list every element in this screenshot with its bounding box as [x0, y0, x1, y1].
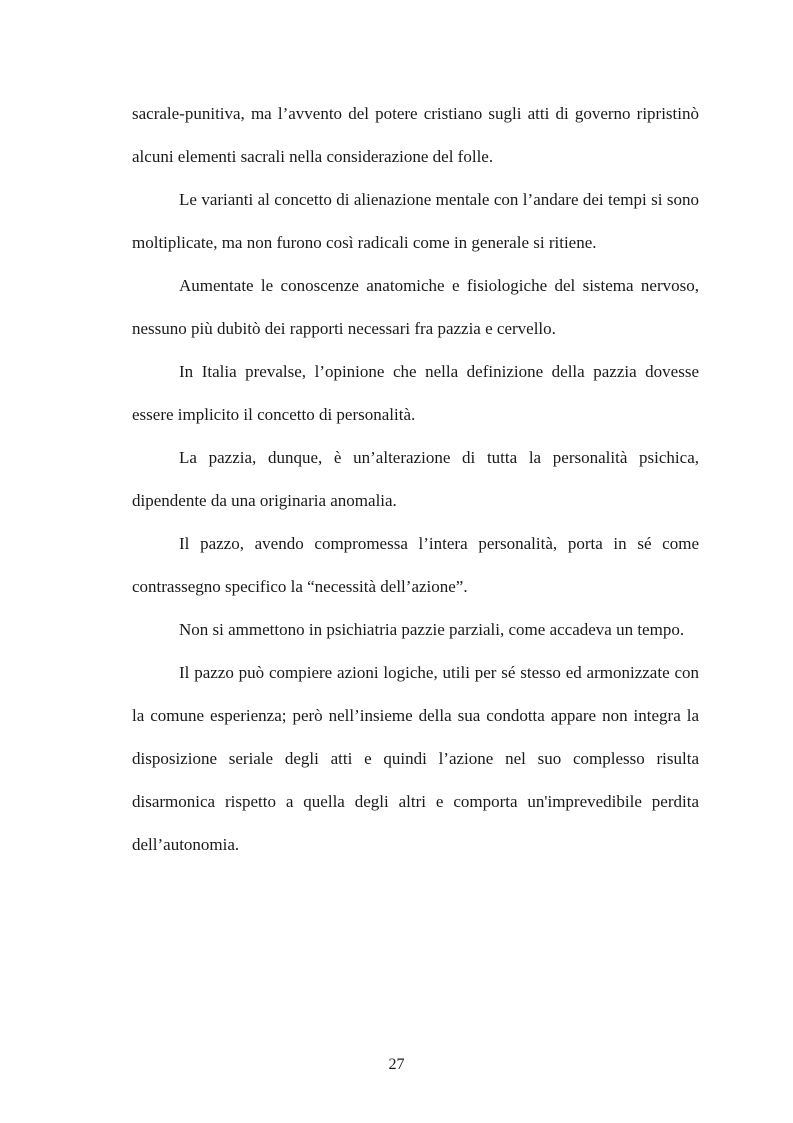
paragraph-conoscenze: Aumentate le conoscenze anatomiche e fisiologiche del sistema nervoso, nessuno più dubitò dei rapporti necessari fra pazzia e cervello. — [132, 276, 699, 338]
paragraph-necessita: Il pazzo, avendo compromessa l’intera personalità, porta in sé come contrassegno specifico la “necessità dell’azione”. — [132, 534, 699, 596]
paragraph-alterazione: La pazzia, dunque, è un’alterazione di tutta la personalità psichica, dipendente da una originaria anomalia. — [132, 448, 699, 510]
page-number: 27 — [388, 1056, 405, 1073]
paragraph-continuation: sacrale-punitiva, ma l’avvento del potere cristiano sugli atti di governo ripristinò alcuni elementi sacrali nella considerazione del folle. — [132, 104, 699, 166]
body-text — [132, 92, 699, 866]
paragraph-varianti: Le varianti al concetto di alienazione mentale con l’andare dei tempi si sono moltiplicate, ma non furono così radicali come in generale si ritiene. — [132, 190, 699, 252]
paragraph-azioni-logiche: Il pazzo può compiere azioni logiche, utili per sé stesso ed armonizzate con la comune esperienza; però nell’insieme della sua condotta appare non integra la disposizione seriale degli atti e quindi l’azione nel suo complesso risulta disarmonica rispetto a quella degli altri e comporta un'imprevedibile perdita dell’autonomia. — [132, 663, 699, 854]
paragraph-italia: In Italia prevalse, l’opinione che nella definizione della pazzia dovesse essere implicito il concetto di personalità. — [132, 362, 699, 424]
paragraph-pazzie-parziali: Non si ammettono in psichiatria pazzie parziali, come accadeva un tempo. — [179, 620, 685, 639]
